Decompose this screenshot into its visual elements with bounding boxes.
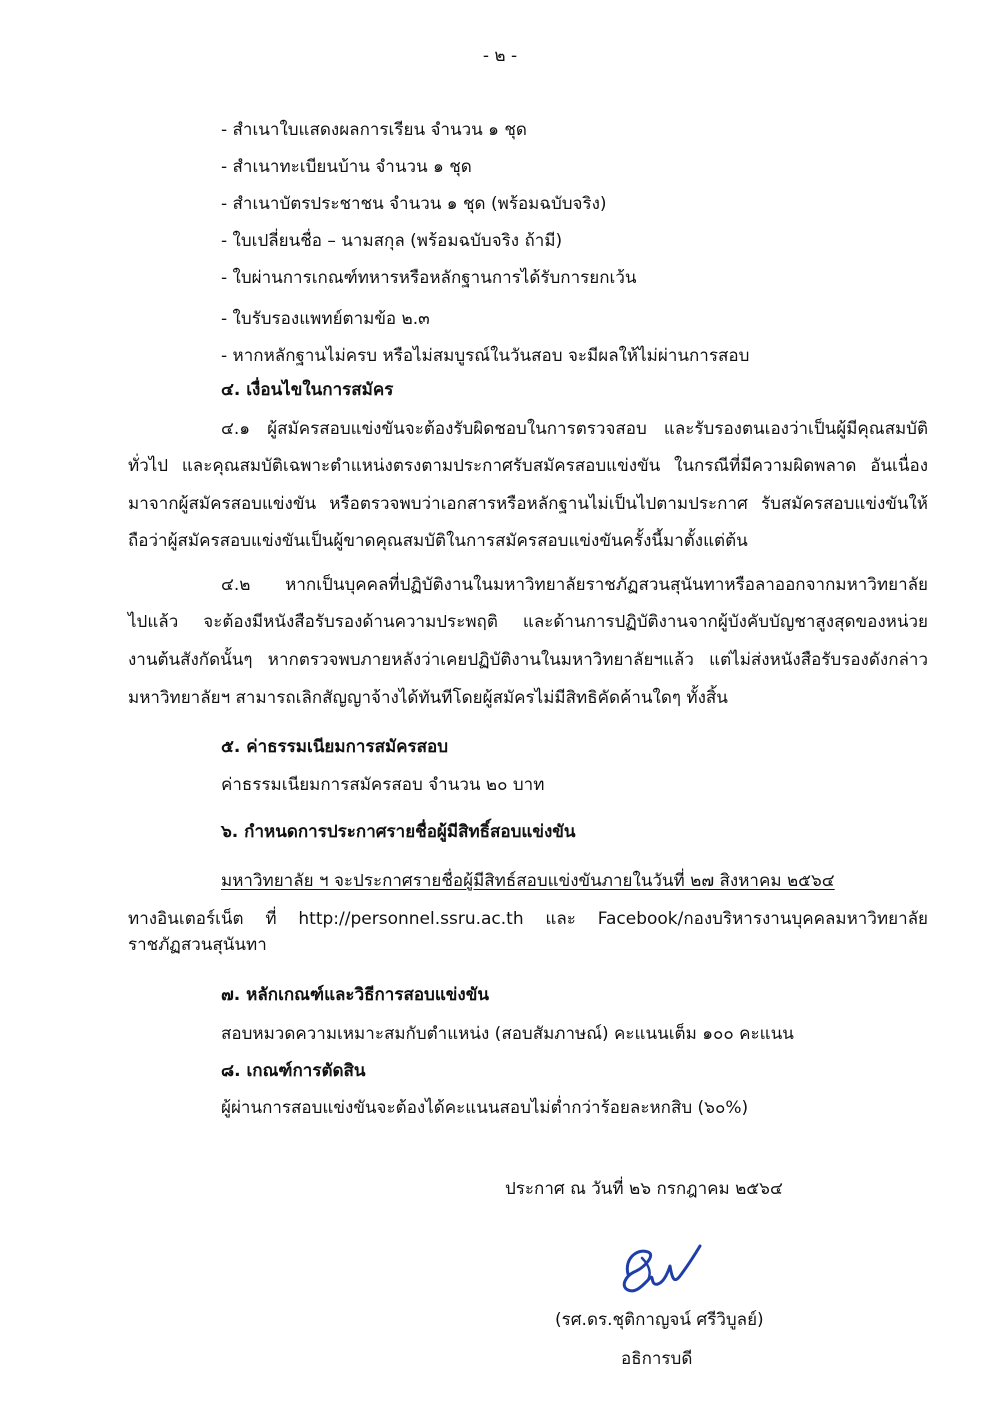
judgement-text: ผู้ผ่านการสอบแข่งขันจะต้องได้คะแนนสอบไม่ต่ำกว่าร้อยละหกสิบ (๖๐%)	[221, 1098, 749, 1118]
document-list-item: - หากหลักฐานไม่ครบ หรือไม่สมบูรณ์ในวันสอบ จะมีผลให้ไม่ผ่านการสอบ	[221, 346, 750, 366]
signer-title: อธิการบดี	[621, 1349, 693, 1369]
section-heading-announcement-schedule: ๖. กำหนดการประกาศรายชื่อผู้มีสิทธิ์สอบแข่งขัน	[221, 822, 576, 842]
document-list-item: - ใบรับรองแพทย์ตามข้อ ๒.๓	[221, 309, 430, 329]
exam-criteria-text: สอบหมวดความเหมาะสมกับตำแหน่ง (สอบสัมภาษณ์) คะแนนเต็ม ๑๐๐ คะแนน	[221, 1024, 794, 1044]
document-list-item: - สำเนาทะเบียนบ้าน จำนวน ๑ ชุด	[221, 157, 472, 177]
paragraph-line: ทั่วไป และคุณสมบัติเฉพาะตำแหน่งตรงตามประกาศรับสมัครสอบแข่งขัน ในกรณีที่มีความผิดพลาด อันเนื่อง	[128, 456, 928, 476]
announcement-channel-line: ราชภัฏสวนสุนันทา	[128, 935, 267, 955]
paragraph-line: มหาวิทยาลัยฯ สามารถเลิกสัญญาจ้างได้ทันทีโดยผู้สมัครไม่มีสิทธิคัดค้านใดๆ ทั้งสิ้น	[128, 688, 728, 708]
document-list-item: - สำเนาบัตรประชาชน จำนวน ๑ ชุด (พร้อมฉบับจริง)	[221, 194, 607, 214]
signer-name: (รศ.ดร.ชุติกาญจน์ ศรีวิบูลย์)	[555, 1310, 764, 1330]
section-heading-judgement: ๘. เกณฑ์การตัดสิน	[221, 1061, 366, 1081]
fee-text: ค่าธรรมเนียมการสมัครสอบ จำนวน ๒๐ บาท	[221, 775, 545, 795]
document-list-item: - ใบเปลี่ยนชื่อ – นามสกุล (พร้อมฉบับจริง ถ้ามี)	[221, 231, 563, 251]
section-heading-fee: ๕. ค่าธรรมเนียมการสมัครสอบ	[221, 737, 449, 757]
paragraph-line: ถือว่าผู้สมัครสอบแข่งขันเป็นผู้ขาดคุณสมบัติในการสมัครสอบแข่งขันครั้งนี้มาตั้งแต่ต้น	[128, 531, 748, 551]
announcement-date: ประกาศ ณ วันที่ ๒๖ กรกฎาคม ๒๕๖๔	[505, 1179, 783, 1199]
page-number: - ๒ -	[482, 46, 518, 66]
document-list-item: - ใบผ่านการเกณฑ์ทหารหรือหลักฐานการได้รับการยกเว้น	[221, 268, 637, 288]
document-list-item: - สำเนาใบแสดงผลการเรียน จำนวน ๑ ชุด	[221, 120, 527, 140]
announcement-channel-line: ทางอินเตอร์เน็ต ที่ http://personnel.ssru.ac.th และ Facebook/กองบริหารงานบุคคลมหาวิทยาลัย	[128, 909, 928, 929]
section-heading-exam-criteria: ๗. หลักเกณฑ์และวิธีการสอบแข่งขัน	[221, 985, 489, 1005]
section-heading-conditions: ๔. เงื่อนไขในการสมัคร	[221, 380, 394, 400]
paragraph-line: ไปแล้ว จะต้องมีหนังสือรับรองด้านความประพฤติ และด้านการปฏิบัติงานจากผู้บังคับบัญชาสูงสุดของหน่วย	[128, 612, 928, 632]
announcement-schedule-line: มหาวิทยาลัย ฯ จะประกาศรายชื่อผู้มีสิทธ์สอบแข่งขันภายในวันที่ ๒๗ สิงหาคม ๒๕๖๔	[221, 871, 835, 891]
paragraph-line: มาจากผู้สมัครสอบแข่งขัน หรือตรวจพบว่าเอกสารหรือหลักฐานไม่เป็นไปตามประกาศ รับสมัครสอบแข่งขันให้	[128, 494, 928, 514]
handwritten-signature	[598, 1228, 708, 1308]
paragraph-line: ๔.๑ ผู้สมัครสอบแข่งขันจะต้องรับผิดชอบในการตรวจสอบ และรับรองตนเองว่าเป็นผู้มีคุณสมบัติ	[221, 419, 928, 439]
paragraph-line: งานต้นสังกัดนั้นๆ หากตรวจพบภายหลังว่าเคยปฏิบัติงานในมหาวิทยาลัยฯแล้ว แต่ไม่ส่งหนังสือรับรองดังกล่าว	[128, 650, 928, 670]
paragraph-line: ๔.๒ หากเป็นบุคคลที่ปฏิบัติงานในมหาวิทยาลัยราชภัฏสวนสุนันทาหรือลาออกจากมหาวิทยาลัย	[221, 575, 928, 595]
